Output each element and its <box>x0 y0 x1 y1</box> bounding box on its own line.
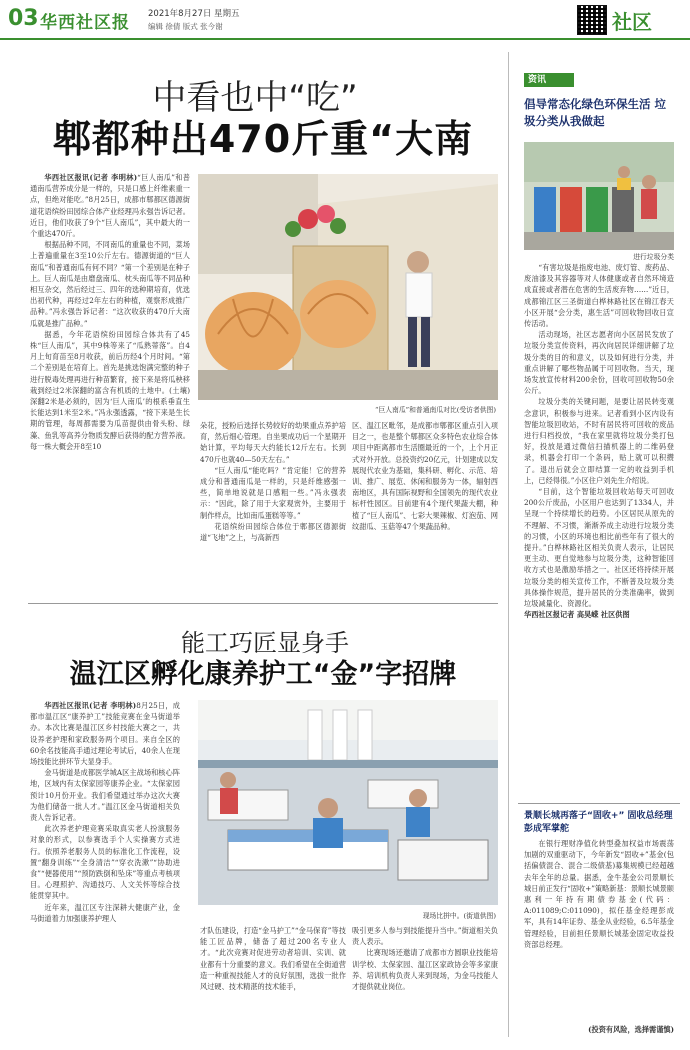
article1-para: 根据品种不同，不同南瓜的重量也不同，菜场上普遍重量在3至10公斤左右。德源街道的“巨人南瓜”和普通南瓜有何不同？“第一个差别是在种子上。巨人南瓜是由磨盘南瓜、枕头南瓜等不同品种相互杂交，然后经过三、四年的选种期培育，优选出初代种，再经过2年左右的种植，观察形成推广品种。”冯永强告诉记者：“这次收获的470斤大南瓜就是推广品种。” <box>30 240 190 328</box>
sidebar-para: 活动现场，社区志愿者向小区居民发放了垃圾分类宣传资料，再次向居民详细讲解了垃圾分类的目的和意义，以及如何进行分类，并重点讲解了哪些物品属于可回收物。当天，现场发放宣传材料200余份，回收可回收物50余公斤。 <box>524 330 674 396</box>
article1-headline-top: 中看也中“吃” <box>152 78 358 118</box>
editors-line: 编辑 徐倩 版式 张今谢 <box>148 22 223 31</box>
sidebar-article-2 <box>524 838 674 950</box>
article1-column-3 <box>352 420 498 532</box>
sidebar-headline: 倡导常态化绿色环保生活 垃圾分类从我做起 <box>524 97 667 128</box>
article1-column-2 <box>200 420 346 543</box>
article2-para: 吸引更多人参与到技能提升当中。”街道相关负责人表示。 <box>352 926 498 947</box>
sidebar-para: “有害垃圾是指废电池、废灯管、废药品、废油漆及其容器等对人体健康或者自然环境造成直接或者潜在危害的生活废弃物……”近日，成都锦江区三圣街道白桦林路社区在锦江春天小区开展“会分类，惠生活”可回收物回收日宣传活动。 <box>524 263 674 329</box>
article1-byline: 华西社区报讯(记者 李明林) <box>44 173 138 182</box>
sidebar-para: 在银行理财净值化转型叠加权益市场震荡加剧的双重驱动下，今年新发“固收+”基金(包括偏债混合、混合二级债基)募集规模已经超越去年全年的总量。据悉，金牛基金公司景顺长城日前正发行“固收+”策略新基：景顺长城景颐惠利一年持有期债券基金(代码：A:011089;C:011090)，拟任基金经理彭成军，具有14年证券、基金从业经验，6.5年基金管理经验，目前担任景顺长城基金固定收益投资部总经理。 <box>524 839 674 949</box>
sidebar-divider-2 <box>518 803 680 804</box>
article2-column-3 <box>352 925 498 992</box>
article2-para: 才队伍建设，打造“金马护工”“金马保育”等技能工匠品牌，储备了超过200名专业人才。“此次竞赛对促进劳动者培训、实训、就业都有十分重要的意义。我们希望在全街道营造一种重视技能人才的良好氛围，选拔一批作风过硬、技术精湛的技术能手， <box>200 926 346 992</box>
article1-para: “巨人南瓜“能吃吗？”肯定能！它的营养成分和普通南瓜是一样的，只是纤维感强一些，简单地说就是口感粗一些。”冯永强表示：“因此，除了用于大家观赏外，主要用于制作样点，比如南瓜蛋糕等等。” <box>200 465 346 520</box>
qr-code-icon <box>577 5 607 35</box>
sidebar-headline-2: 景顺长城再落子“固收+” 固收总经理彭成军掌舵 <box>524 811 673 834</box>
section-name: 社区 <box>612 10 652 34</box>
page-number: 03 <box>8 6 39 31</box>
issue-date: 2021年8月27日 星期五 <box>148 9 240 19</box>
sidebar-tag: 资讯 <box>524 73 574 87</box>
investment-disclaimer: (投资有风险，选择需谨慎) <box>588 1025 674 1034</box>
article1-para: 区、温江区毗邻，是成都市郫都区重点引入项目之一，也是整个郫都区众多特色农业综合体项目中距离都市生活圈最近的一个，上个月正式对外开放。总投资约20亿元，计划建成以发展现代农业为基础，集科研、孵化、示范、培训、推广、展览、休闲和服务为一体，辐射西南地区，具有国际视野和全国领先的现代农业标杆性园区。目前建有4个现代果蔬大棚，种植了“巨人南瓜”、七彩大果辣椒、灯泡茄、网纹甜瓜、玉菇等47个果蔬品种。 <box>352 421 498 531</box>
article2-para: 8月25日，成都市温江区“康养护工”技能竞赛在金马街道举办。本次比赛是温江区乡村技能大赛之一，共设养老护理和家政服务两个项目。来自全区的60余名技能高手通过理论考试后，40余人在现场技能比拼环节大显身手。 <box>30 701 180 767</box>
article1-headline-main: 郫都种出470斤重“大南 <box>52 117 474 161</box>
competition-photo <box>198 700 498 905</box>
article2-para: 此次养老护理竞赛采取真实老人扮演服务对象的形式，以参赛选手个人实操赛方式进行。依照养老服务人员的标准化工作流程，设置“翻身训练”“全身清洁”“穿衣洗漱”“协助进食”“便器使用”“预防跌倒和坠床”等重点考核项目。心理照护、沟通技巧、人文关怀等综合技能贯穿其中。 <box>30 824 180 901</box>
article2-para: 金马街道是成都医学城A区主战场和核心阵地，区域内有太保家园等康养企业。“太保家园预计10月份开业。我们希望通过举办这次大赛为他们储备一批人才。”温江区金马街道相关负责人告诉记者。 <box>30 768 180 823</box>
sidebar-article <box>524 262 674 621</box>
article2-byline: 华西社区报讯(记者 李明林) <box>44 701 137 710</box>
paper-name: 华西社区报 <box>40 13 130 33</box>
article2-headline-main: 温江区孵化康养护工“金”字招牌 <box>69 659 457 690</box>
article2-para: 比赛现场还邀请了成都市方圆职业技能培训学校、太保家园、温江区家政协会等多家康养、培训机构负责人来到现场，为金马技能人才提供就业岗位。 <box>352 948 498 992</box>
sidebar-para: “目前，这个智能垃圾回收站每天可回收200公斤废品，小区用户也达到了1334人，并呈现一个持续增长的趋势。小区居民从原先的不理解、不习惯，渐渐养成主动进行垃圾分类的习惯，小区的环境也相比前些年有了很大的提升。”白桦林路社区相关负责人表示，让居民更主动、更自觉地参与垃圾分类，这种智能回收方式也是激励举措之一。社区还将持续开展垃圾分类的相关宣传工作，不断普及垃圾分类具体操作规范，提升居民的分类准确率，做到垃圾减量化、资源化。 <box>524 487 674 609</box>
pumpkin-photo <box>198 174 498 400</box>
sidebar-divider <box>508 52 509 1037</box>
header-rule <box>0 38 690 40</box>
article2-column-2 <box>200 925 346 992</box>
article2-headline-top: 能工巧匠显身手 <box>181 629 349 657</box>
article1-para: 花语缤纷田园综合体位于郫都区德源街道“飞地”之上，与高新西 <box>200 521 346 543</box>
sidebar-para: 垃圾分类的关键问题，是要让居民转变观念意识，积极参与进来。记者看到小区内设有智能垃圾回收站，不时有居民将可回收的废品进行归档投放，“我在家里就将垃圾分类打包好，投放是通过微信扫描机器上的二维码登录，机器会打印一个条码，贴上就可以积攒了。退出后就会立即结算一定的收益到手机上，已经得很。”小区住户刘先生介绍说。 <box>524 397 674 485</box>
garbage-sorting-photo <box>524 142 674 250</box>
article2-column-1 <box>30 700 180 924</box>
sidebar-credit: 华西社区报记者 高昊嵘 社区供图 <box>524 610 630 620</box>
article1-column-1 <box>30 172 190 452</box>
article1-para: “巨人南瓜”和普通南瓜营养成分是一样的，只是口感上纤维素重一点，但绝对能吃。”8月25日，成都市郫都区德源街道花语缤纷田园综合体产业经理冯永强告诉记者。近日，他们收获了9个“巨人南瓜”，其中最大的一个重达470斤。 <box>30 173 190 239</box>
competition-photo-caption: 现场比拼中。(街道供图) <box>422 912 496 920</box>
garbage-photo-caption: 进行垃圾分类 <box>633 253 674 261</box>
article1-para: 据悉，今年花语缤纷田园综合体共有了45株“巨人南瓜”，其中9株等来了“瓜熟蒂落”。自4月上旬育苗至8月收获，前后历经4个月时间。“第二个差别是在培育上。首先是挑选饱满完整的种子进行脱毒处理再进行种苗繁育，接下来是将瓜秧移栽到经过2米深翻的富含有机质的土地中。(土壤)深翻2米是必须的，因为‘巨人南瓜’的根系垂直生长能达到1米至2米。”冯永强透露，“接下来是生长期的管理，每周都需要为瓜苗提供由骨头粉、绿藻、鱼乳等高养分物质发酵后获得的配方营养液。每一株大概会开8至10 <box>30 329 190 451</box>
pumpkin-photo-caption: “巨人南瓜”和普通南瓜对比(受访者供图) <box>374 406 496 414</box>
article2-para: 近年来，温江区专注深耕大健康产业，金马街道着力加强康养护理人 <box>30 902 180 923</box>
article-divider <box>28 603 498 604</box>
article1-para: 朵花，授粉后选择长势较好的幼果重点养护培育，然后细心管理。自坐果成功后一个星期开始计算，平均每天大约能长12斤左右。长到470斤也就40—50天左右。” <box>200 421 346 464</box>
